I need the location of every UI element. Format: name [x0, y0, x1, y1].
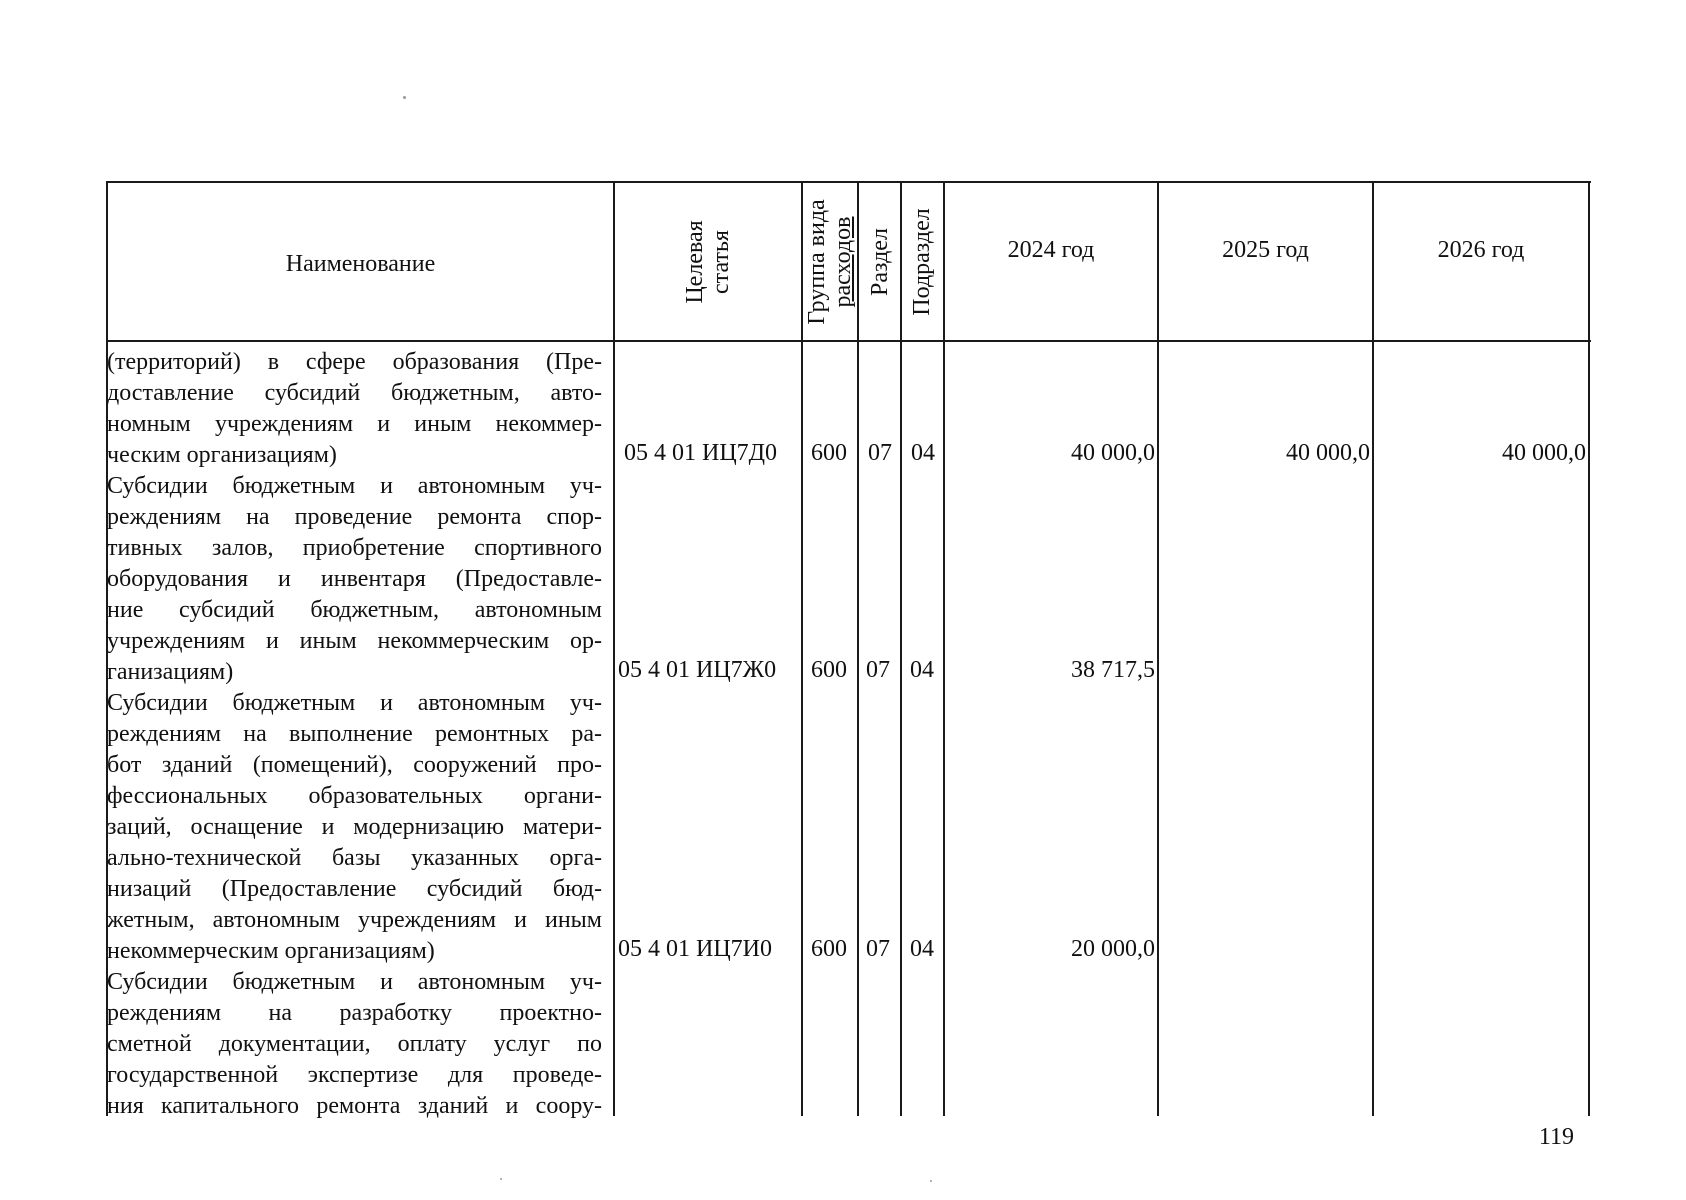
row-subsection: 04	[910, 936, 934, 962]
col-border-group	[857, 181, 859, 1116]
row-target: 05 4 01 ИЦ7Д0	[624, 440, 778, 466]
row-name-line: Субсидии бюджетным и автономным уч-	[107, 690, 602, 716]
row-section: 07	[866, 657, 890, 683]
table-top-border	[107, 181, 1591, 183]
scan-speck	[403, 96, 406, 99]
row-subsection: 04	[910, 657, 934, 683]
row-name-line: ческим организациям)	[107, 442, 337, 468]
row-value-2025: 40 000,0	[1286, 440, 1370, 466]
page-number: 119	[1538, 1124, 1574, 1150]
header-bottom-border	[107, 340, 1591, 342]
row-name-line: номным учреждениям и иным некоммер-	[107, 411, 602, 437]
row-group: 600	[811, 657, 847, 683]
row-name-line: бот зданий (помещений), сооружений про-	[107, 752, 602, 778]
row-value-2024: 38 717,5	[1071, 657, 1155, 683]
row-name-line: низаций (Предоставление субсидий бюд-	[107, 876, 602, 902]
row-name-line: (территорий) в сфере образования (Пре-	[107, 349, 602, 375]
scan-speck	[930, 1180, 932, 1182]
row-target: 05 4 01 ИЦ7Ж0	[618, 657, 777, 683]
row-name-line: доставление субсидий бюджетным, авто-	[107, 380, 602, 406]
row-target: 05 4 01 ИЦ7И0	[618, 936, 772, 962]
row-name-line: реждениям на выполнение ремонтных ра-	[107, 721, 602, 747]
header-target: Целевая статья	[682, 220, 734, 304]
row-name-line: Субсидии бюджетным и автономным уч-	[107, 473, 602, 499]
col-border-target	[801, 181, 803, 1116]
row-name-line: реждениям на проведение ремонта спор-	[107, 504, 602, 530]
header-2024: 2024 год	[1007, 237, 1095, 263]
row-name-line: сметной документации, оплату услуг по	[107, 1031, 602, 1057]
row-name-line: ние субсидий бюджетным, автономным	[107, 597, 602, 623]
row-name-line: тивных залов, приобретение спортивного	[107, 535, 602, 561]
row-value-2024: 20 000,0	[1071, 936, 1155, 962]
row-name-line: реждениям на разработку проектно-	[107, 1000, 602, 1026]
row-name-line: Субсидии бюджетным и автономным уч-	[107, 969, 602, 995]
col-border-right	[1588, 181, 1590, 1116]
col-border-2024	[1157, 181, 1159, 1116]
row-name-line: оборудования и инвентаря (Предоставле-	[107, 566, 602, 592]
header-name: Наименование	[285, 251, 436, 277]
row-group: 600	[811, 936, 847, 962]
col-border-subsection	[943, 181, 945, 1116]
row-name-line: ально-технической базы указанных орга-	[107, 845, 602, 871]
row-section: 07	[868, 440, 892, 466]
row-subsection: 04	[911, 440, 935, 466]
header-2025: 2025 год	[1222, 237, 1309, 263]
scan-speck	[500, 1178, 502, 1180]
row-group: 600	[811, 440, 847, 466]
row-value-2024: 40 000,0	[1071, 440, 1155, 466]
row-name-line: учреждениям и иным некоммерческим ор-	[107, 628, 602, 654]
row-name-line: заций, оснащение и модернизацию матери-	[107, 814, 602, 840]
header-group: Группа вида расходов	[804, 199, 856, 325]
row-name-line: государственной экспертизе для проведе-	[107, 1062, 602, 1088]
col-border-section	[900, 181, 902, 1116]
col-border-2025	[1372, 181, 1374, 1116]
row-name-line: ния капитального ремонта зданий и соору-	[107, 1093, 602, 1119]
row-name-line: некоммерческим организациям)	[107, 938, 435, 964]
col-border-name	[613, 181, 615, 1116]
row-name-line: ганизациям)	[107, 659, 234, 685]
row-name-line: жетным, автономным учреждениям и иным	[107, 907, 602, 933]
row-section: 07	[866, 936, 890, 962]
row-value-2026: 40 000,0	[1502, 440, 1586, 466]
header-2026: 2026 год	[1437, 237, 1525, 263]
header-subsection: Подраздел	[909, 208, 935, 316]
header-section: Раздел	[867, 228, 893, 296]
row-name-line: фессиональных образовательных органи-	[107, 783, 602, 809]
